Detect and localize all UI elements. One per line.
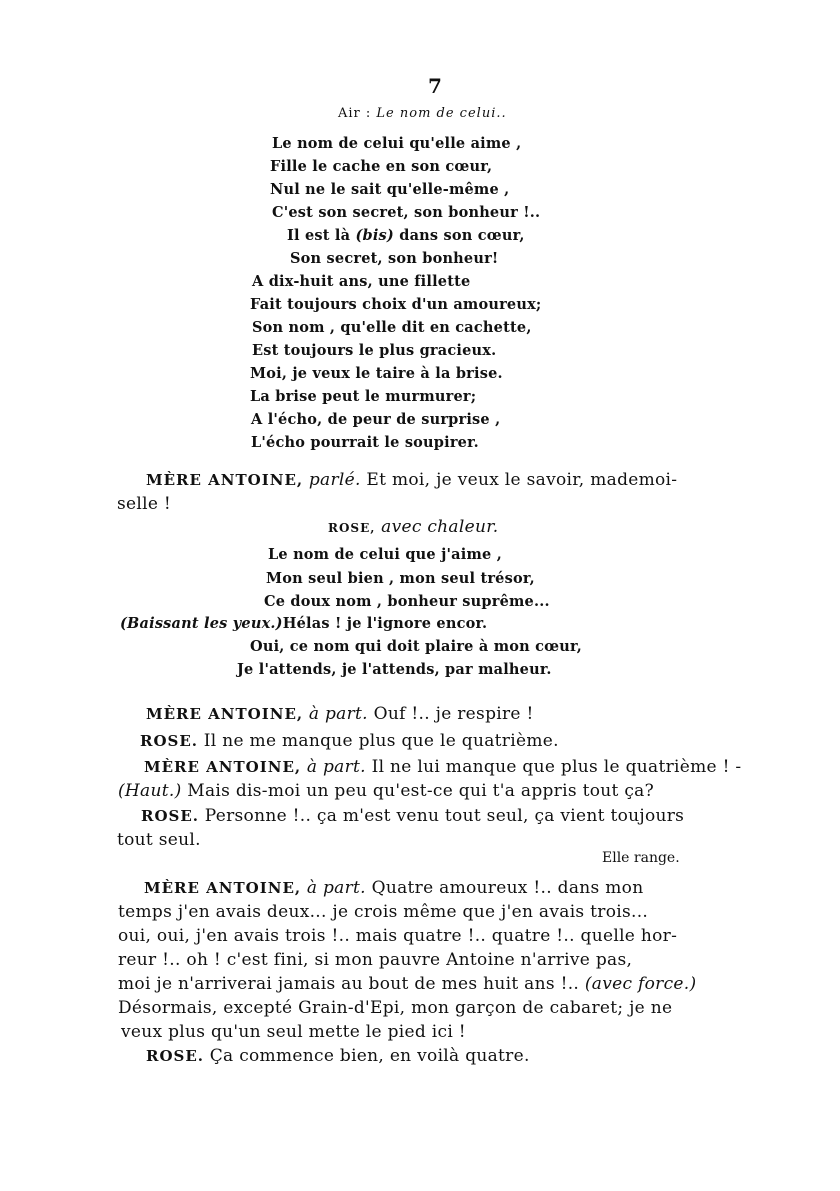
verse-line: Le nom de celui qu'elle aime , bbox=[272, 135, 522, 152]
dialogue-line: Désormais, excepté Grain-d'Epi, mon garçon de cabaret; je ne bbox=[118, 998, 673, 1018]
stage-direction: (Baissant les yeux.) bbox=[120, 615, 283, 632]
dialogue-line: ROSE. Ça commence bien, en voilà quatre. bbox=[146, 1046, 530, 1066]
verse-line: Son nom , qu'elle dit en cachette, bbox=[252, 319, 532, 336]
air-prefix: Air : bbox=[338, 106, 372, 121]
verse-line: Je l'attends, je l'attends, par malheur. bbox=[237, 661, 552, 678]
speaker-name: ROSE, bbox=[328, 521, 376, 535]
verse-line: A dix-huit ans, une fillette bbox=[252, 273, 471, 290]
verse-line: (Baissant les yeux.)Hélas ! je l'ignore encor. bbox=[120, 615, 488, 632]
verse-line: Nul ne le sait qu'elle-même , bbox=[270, 181, 510, 198]
stage-direction: Elle range. bbox=[602, 850, 680, 866]
verse-line: Son secret, son bonheur! bbox=[290, 250, 499, 267]
bis-marker: (bis) bbox=[355, 227, 394, 244]
dialogue-line: ROSE. Personne !.. ça m'est venu tout seul, ça vient toujours bbox=[141, 806, 685, 826]
speaker-heading bbox=[328, 517, 498, 537]
verse-line: Le nom de celui que j'aime , bbox=[268, 546, 502, 563]
speaker-name: MÈRE ANTOINE, bbox=[146, 471, 304, 489]
verse-line: La brise peut le murmurer; bbox=[250, 388, 477, 405]
stage-direction: parlé. bbox=[308, 470, 361, 490]
verse-line: A l'écho, de peur de surprise , bbox=[251, 411, 501, 428]
verse-line: Fait toujours choix d'un amoureux; bbox=[250, 296, 542, 313]
verse-line: Oui, ce nom qui doit plaire à mon cœur, bbox=[250, 638, 583, 655]
page-number: 7 bbox=[428, 74, 442, 98]
dialogue-line: MÈRE ANTOINE, à part. Ouf !.. je respire ! bbox=[146, 704, 534, 724]
verse-line: Ce doux nom , bonheur suprême... bbox=[264, 593, 550, 610]
dialogue-line: ROSE. Il ne me manque plus que le quatrième. bbox=[140, 731, 559, 751]
dialogue-line: oui, oui, j'en avais trois !.. mais quatre !.. quatre !.. quelle hor- bbox=[118, 926, 678, 946]
verse-line: Est toujours le plus gracieux. bbox=[252, 342, 497, 359]
dialogue-line: veux plus qu'un seul mette le pied ici ! bbox=[121, 1022, 466, 1042]
verse-line: Fille le cache en son cœur, bbox=[270, 158, 493, 175]
air-heading bbox=[338, 106, 507, 121]
dialogue-line: MÈRE ANTOINE, parlé. Et moi, je veux le savoir, mademoi- bbox=[146, 470, 678, 490]
dialogue-line: (Haut.) Mais dis-moi un peu qu'est-ce qui t'a appris tout ça? bbox=[118, 781, 654, 801]
verse-line-bis: Il est là (bis) dans son cœur, bbox=[287, 227, 525, 244]
verse-line: C'est son secret, son bonheur !.. bbox=[272, 204, 541, 221]
verse-line: Mon seul bien , mon seul trésor, bbox=[266, 570, 535, 587]
dialogue-line: MÈRE ANTOINE, à part. Quatre amoureux !.. dans mon bbox=[144, 878, 644, 898]
dialogue-line: selle ! bbox=[117, 494, 172, 514]
dialogue-line: tout seul. bbox=[117, 830, 201, 850]
dialogue-line: temps j'en avais deux... je crois même que j'en avais trois... bbox=[118, 902, 649, 922]
air-title: Le nom de celui.. bbox=[376, 106, 507, 121]
verse-line: Moi, je veux le taire à la brise. bbox=[250, 365, 503, 382]
dialogue-line: moi je n'arriverai jamais au bout de mes huit ans !.. (avec force.) bbox=[118, 974, 697, 994]
verse-line: L'écho pourrait le soupirer. bbox=[251, 434, 479, 451]
dialogue-line: MÈRE ANTOINE, à part. Il ne lui manque que plus le quatrième ! - bbox=[144, 757, 742, 777]
dialogue-line: reur !.. oh ! c'est fini, si mon pauvre Antoine n'arrive pas, bbox=[118, 950, 633, 970]
stage-direction: avec chaleur. bbox=[381, 517, 499, 537]
